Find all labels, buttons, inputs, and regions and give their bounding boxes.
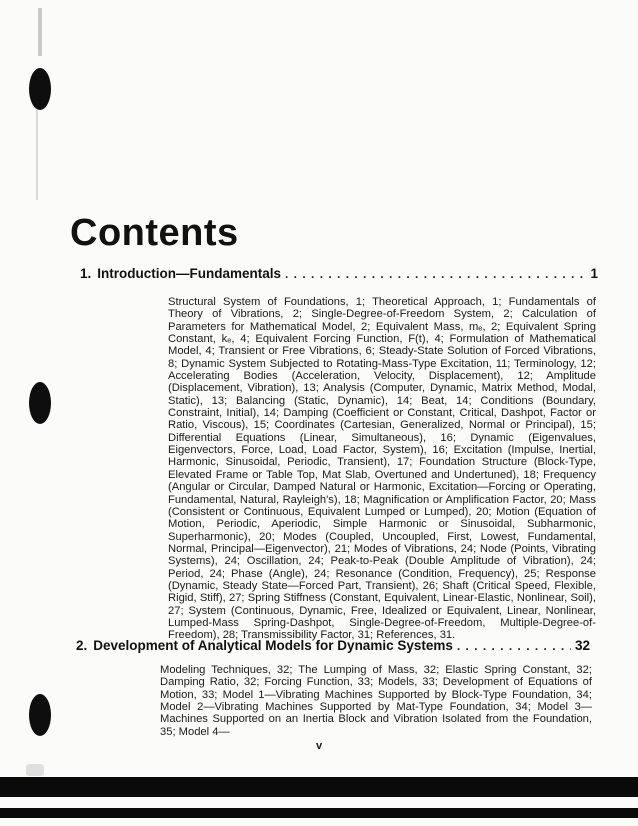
chapter-title: Development of Analytical Models for Dynamic Systems (93, 638, 453, 653)
scan-smudge (26, 764, 44, 776)
dot-leader (285, 267, 586, 281)
scan-border (0, 808, 638, 818)
chapter-topics: Structural System of Foundations, 1; Theoretical Approach, 1; Fundamentals of Theory of Vibrations, 2; Single-Degree-of-Freedom System, 2; Calculation of Parameters for Mathematical Model, 2; Equivalent Mass, mₑ, 2; Equivalent Spring Constant, kₑ, 4; Equivalent Forcing Function, F(t), 4; Formulation of Mathematical Model, 4; Transient or Free Vibrations, 6; Steady-State Solution of Forced Vibrations, 8; Dynamic System Subjected to Rotating-Mass-Type Excitation, 11; Terminology, 12; Accelerating Bodies (Acceleration, Velocity, Displacement), 12; Amplitude (Displacement, Vibration), 13; Analysis (Computer, Dynamic, Matrix Method, Modal, Static), 13; Balancing (Static, Dynamic), 14; Beat, 14; Conditions (Boundary, Constraint, Initial), 14; Damping (Coefficient or Constant, Critical, Dashpot, Factor or Ratio, Viscous), 15; Coordinates (Cartesian, Generalized, Normal or Principal), 15; Differential Equations (Linear, Simultaneous), 16; Dynamic (Eigenvalues, Eigenvectors, Force, Load, Load Factor, System), 16; Excitation (Impulse, Inertial, Harmonic, Sinusoidal, Periodic, Transient), 17; Foundation Structure (Block-Type, Elevated Frame or Table Top, Mat Slab, Overtuned and Undertuned), 18; Frequency (Angular or Circular, Damped Natural or Harmonic, Excitation—Forcing or Operating, Fundamental, Natural, Rayleigh's), 18; Magnification or Amplification Factor, 20; Mass (Consistent or Continuous, Equivalent Lumped or Lumped), 20; Motion (Equation of Motion, Periodic, Aperiodic, Simple Harmonic or Sinusoidal, Subharmonic, Superharmonic), 20; Modes (Coupled, Uncoupled, First, Lowest, Fundamental, Normal, Principal—Eigenvector), 21; Modes of Vibrations, 24; Node (Points, Vibrating Systems), 24; Oscillation, 24; Peak-to-Peak (Double Amplitude of Vibration), 24; Period, 24; Phase (Angle), 24; Resonance (Condition, Frequency), 25; Response (Dynamic, Steady State—Forced Part, Transient), 26; Shaft (Critical Speed, Flexible, Rigid, Stiff), 27; Spring Stiffness (Constant, Equivalent, Linear-Elastic, Nonlinear, Soil), 27; System (Continuous, Dynamic, Free, Idealized or Equivalent, Linear, Nonlinear, Lumped-Mass Spring-Dashpot, Single-Degree-of-Freedom, Multiple-Degree-of-Freedom), 28; Transmissibility Factor, 31; References, 31. (168, 296, 596, 642)
chapter-heading[interactable] (80, 266, 598, 281)
dot-leader (457, 639, 571, 653)
chapter-number: 1. (80, 266, 92, 281)
scan-mark (36, 110, 38, 200)
scan-border (0, 777, 638, 797)
chapter-page-number: 1 (590, 266, 598, 281)
page-number: v (315, 740, 323, 752)
scan-mark (38, 8, 42, 56)
chapter-page-number: 32 (574, 638, 590, 653)
chapter-title: Introduction—Fundamentals (97, 266, 282, 281)
punch-hole (29, 68, 51, 110)
chapter-heading[interactable] (76, 638, 590, 653)
chapter-number: 2. (76, 638, 88, 653)
page-title: Contents (70, 212, 239, 254)
punch-hole (29, 382, 51, 424)
chapter-topics: Modeling Techniques, 32; The Lumping of Mass, 32; Elastic Spring Constant, 32; Damping Ratio, 32; Forcing Function, 33; Models, 33; Development of Equations of Motion, 33; Model 1—Vibrating Machines Supported by Block-Type Foundation, 34; Model 2—Vibrating Machines Supported by Mat-Type Foundation, 34; Model 3—Machines Supported on an Inertia Block and Vibration Isolated from the Foundation, 35; Model 4— (160, 664, 592, 738)
punch-hole (29, 694, 51, 736)
